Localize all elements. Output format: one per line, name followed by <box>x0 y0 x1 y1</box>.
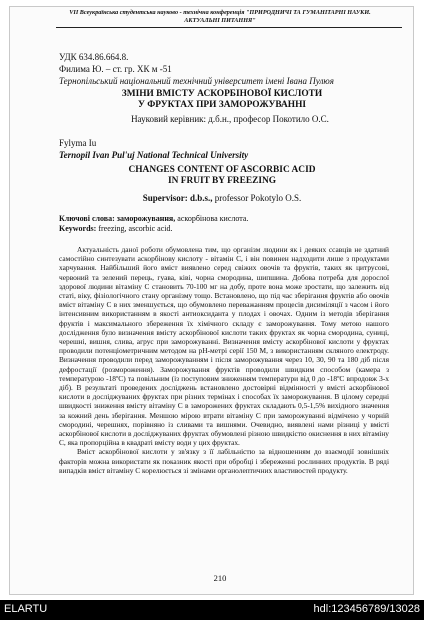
conference-header <box>50 9 390 25</box>
body-paragraph-1: Актуальність даної роботи обумовлена тим, що організм людини як і деяких ссавців не здатний самостійно синтезувати аскорбінову кислоту - вітамін С, і він повинен надходити лише з продуктами харчування. Найбільший його вміст виявлено серед свіжих овочів та фруктів, таких як цитрусові, червоний та зелений перець, гуава, ківі, чорна смородина, шипшина. Добова потреба для дорослої здорової людини вітаміну С становить 70-100 мг на добу, проте вона може зростати, що залежить від статі, віку, фізіологічного стану організму тощо. Встановлено, що під час зберігання фруктів або овочів вміст вітаміну С в них зменшується, що обумовлено переважанням процесів дисиміляції з часом і його інтенсивним використанням в якості антиоксиданта у плодах і овочах. Одним із методів зберігання фруктів і максимального збереження їх хімічного складу є заморожування. Тому метою нашого дослідження було визначення вмісту аскорбінової кислоти таких фруктах як чорна смородина, суниці, черешні, вишня, слива, агрус при заморожуванні. Визначення вмісту аскорбінової кислоти у фруктах проводили потенціометричним методом на рН-метрі серії 150 М, з використанням скляного електроду. Визначення проводили перед заморожуванням і після заморожування через 10, 30, 90 та 180 діб після дефростації (розмороження). Заморожування фруктів проводили швидким способом (камера з температурою -18ºС) та повільним (із поступовим зниженням температури від 0 до -18ºС впродовж 3-х діб). В результаті проведених досліджень встановлено достовірні відмінності у вмісті аскорбінової кислоти в досліджуваних фруктах при різних термінах і способах їх заморожування. В цілому середні швидкості зниження вмісту вітаміну С в заморожених фруктах складають 0,5-1,5% вихідного значення за кожний день зберігання. Меншою мірою втрати вітаміну С при заморожуванні відмічено у чорній смородині, черешнях, порівняно із сливами та вишнями. Очевидно, виявлені нами різниці у вмісті аскорбінової кислоти в досліджуваних фруктах обумовлені різною швидкістю окиснення в них вітаміну С, яка пропорційна в квадраті вмісту води у цих фруктах. <box>59 245 389 448</box>
supervisor-en-name: professor Pokotylo O.S. <box>212 193 302 203</box>
keywords-ua-label: Ключові слова: заморожування, <box>59 214 176 223</box>
title-en-line2: IN FRUIT BY FREEZING <box>167 176 277 186</box>
keywords-ua <box>59 214 248 223</box>
keywords-en-value: freezing, ascorbic acid. <box>96 224 173 233</box>
body-paragraph-2: Вміст аскорбінової кислоти у зв'язку з її лабільністю за відношенням до взаємодії зовнішніх факторів можна використати як показник якості при обробці і збереженні рослинних продуктів. В ряді випадків вміст вітаміну С корелюється зі змінами органолептичних властивостей продукту. <box>59 447 389 475</box>
handle-identifier[interactable]: hdl:123456789/13028 <box>313 603 420 615</box>
title-en-line1: CHANGES CONTENT OF ASCORBIC ACID <box>128 165 316 175</box>
author-en: Fylyma Iu <box>59 138 97 148</box>
affiliation-en: Ternopil Ivan Pul'uj National Technical University <box>59 150 249 160</box>
repository-footer <box>0 600 424 620</box>
paper-page <box>9 6 414 595</box>
page-number: 210 <box>213 573 227 583</box>
conference-header-line1: VII Всеукраїнська студентська науково - технічна конференція "ПРИРОДНИЧІ ТА ГУМАНІТАРНІ НАУКИ. <box>69 9 371 16</box>
header-divider <box>56 27 402 28</box>
author-ua: Филима Ю. – ст. гр. ХК м -51 <box>59 64 172 74</box>
article-body <box>59 245 389 475</box>
affiliation-ua: Тернопільський національний технічний університет імені Івана Пулюя <box>59 76 334 86</box>
supervisor-en-label: Supervisor: d.b.s., <box>142 193 213 203</box>
keywords-ua-value: аскорбінова кислота. <box>175 214 249 223</box>
title-ua-line1: ЗМІНИ ВМІСТУ АСКОРБІНОВОЇ КИСЛОТИ <box>121 89 323 99</box>
conference-header-line2: АКТУАЛЬНІ ПИТАННЯ" <box>184 17 256 24</box>
repository-name: ELARTU <box>4 603 48 615</box>
title-ua-line2: У ФРУКТАХ ПРИ ЗАМОРОЖУВАННІ <box>137 100 307 110</box>
title-ua <box>50 89 394 111</box>
udk-code: УДК 634.86.664.8. <box>59 52 129 62</box>
keywords-en-label: Keywords: <box>59 224 97 233</box>
supervisor-ua: Науковий керівник: д.б.н., професор Покотило О.С. <box>131 114 329 124</box>
title-en <box>50 165 394 187</box>
keywords-en <box>59 224 173 233</box>
supervisor-en <box>50 193 394 203</box>
